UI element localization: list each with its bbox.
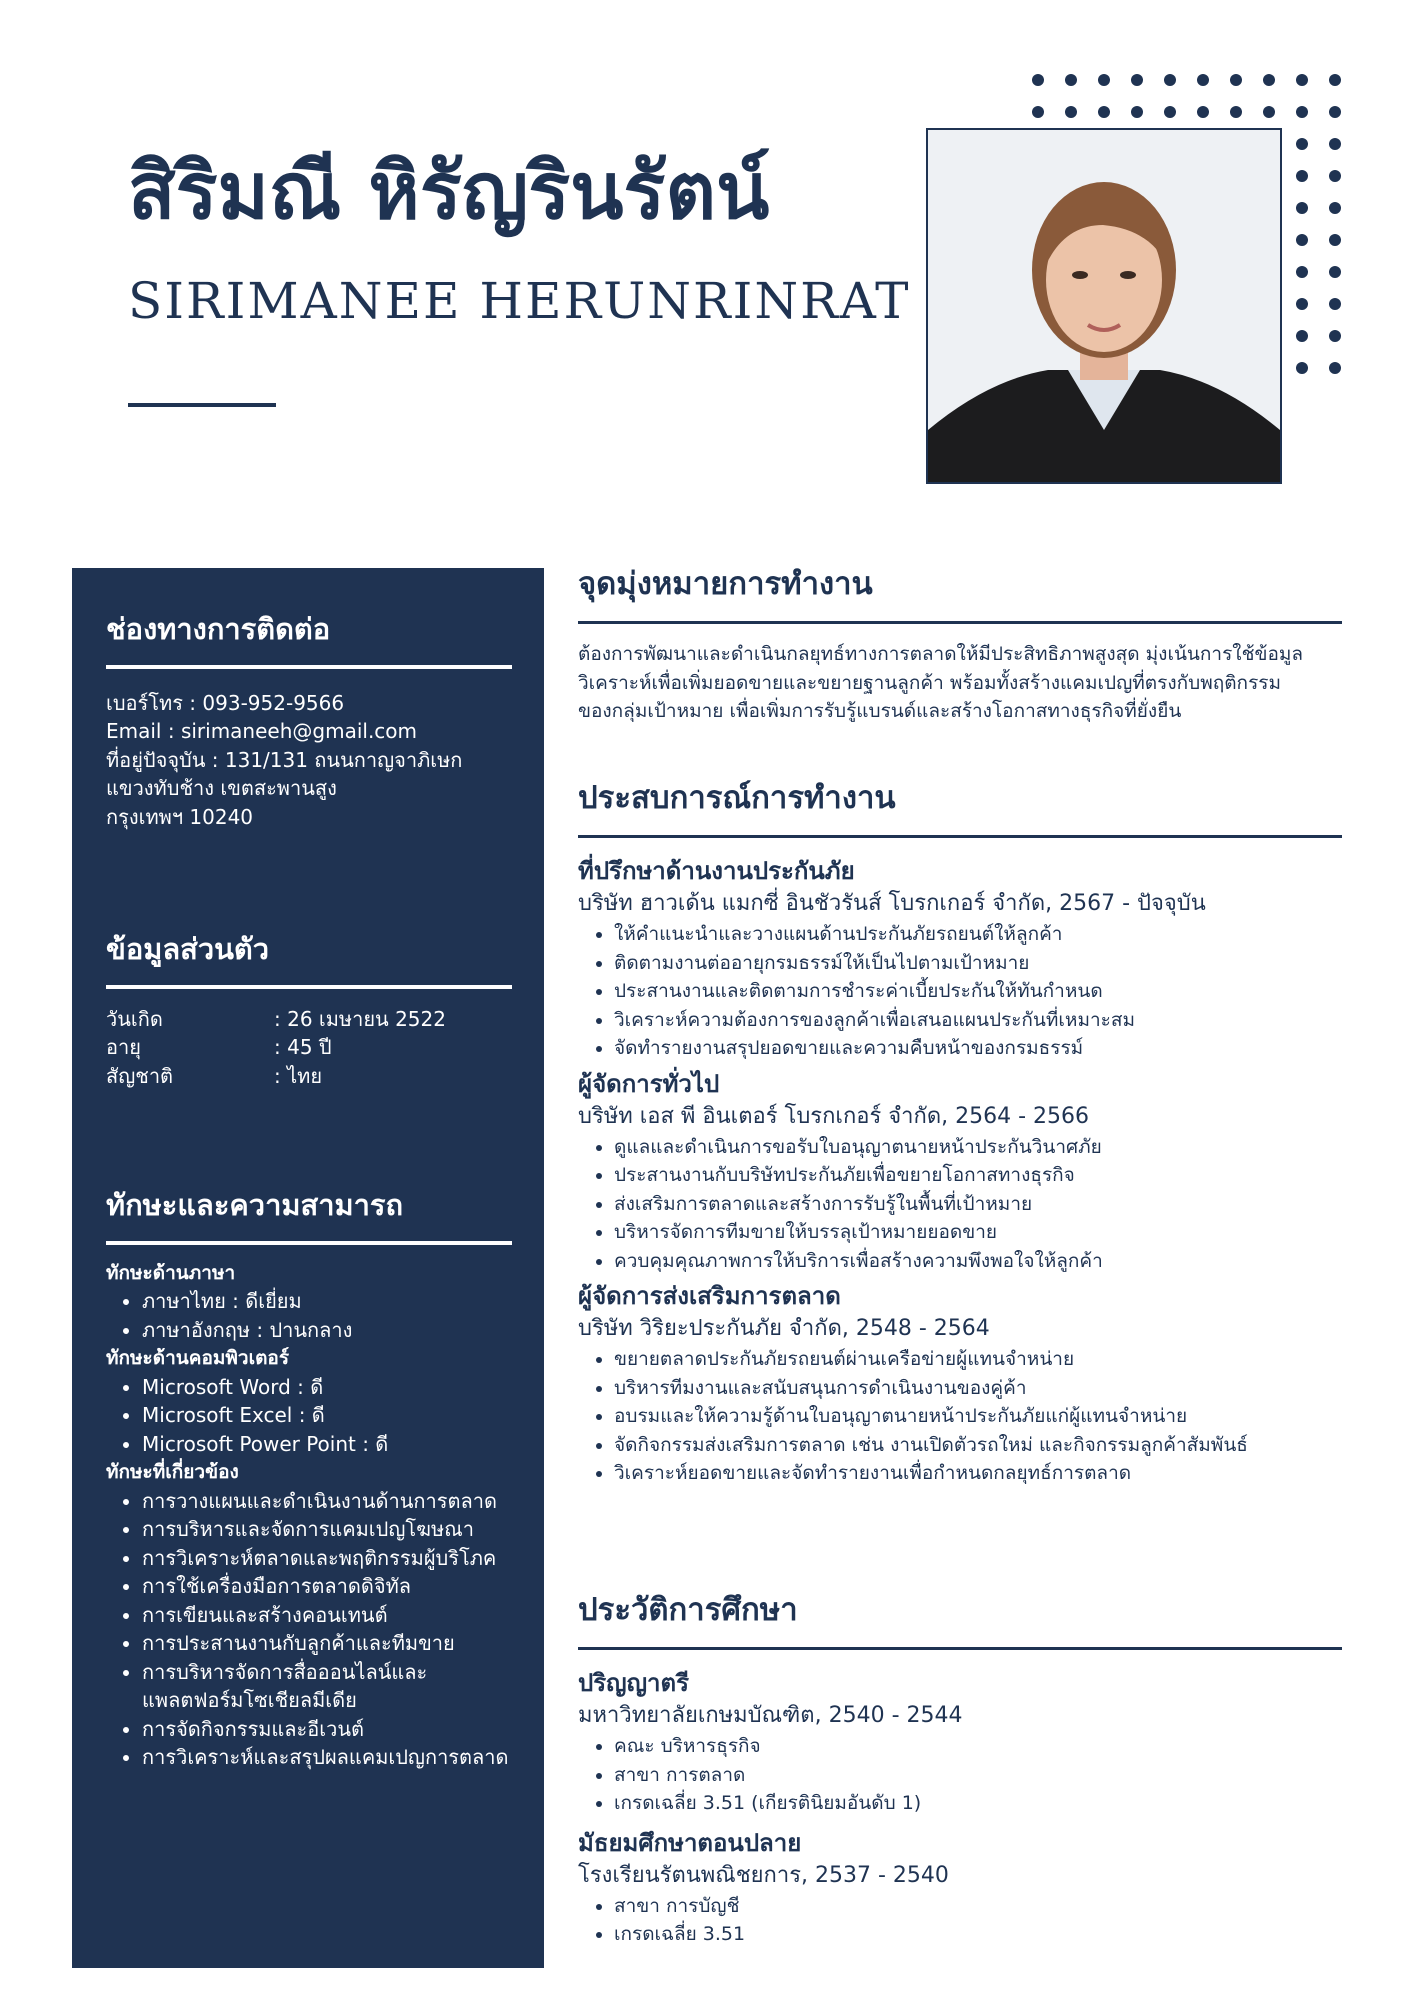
education-heading: ประวัติการศึกษา [578, 1592, 798, 1628]
personal-section [106, 932, 512, 1090]
skills-heading: ทักษะและความสามารถ [106, 1188, 404, 1222]
list-item: • ประสานงานกับบริษัทประกันภัยเพื่อขยายโอกาสทางธุรกิจ [614, 1161, 1342, 1190]
profile-photo [926, 128, 1282, 484]
job-title: ผู้จัดการทั่วไป [578, 1069, 720, 1098]
job-company: บริษัท วิริยะประกันภัย จำกัด, 2548 - 2564 [578, 1316, 990, 1342]
personal-value: : ไทย [274, 1063, 323, 1088]
list-item: • Microsoft Word : ดี [142, 1373, 512, 1402]
list-item: • การใช้เครื่องมือการตลาดดิจิทัล [142, 1572, 512, 1601]
personal-key: อายุ [106, 1035, 141, 1060]
list-item: • อบรมและให้ความรู้ด้านใบอนุญาตนายหน้าประกันภัยแก่ผู้แทนจำหน่าย [614, 1402, 1342, 1431]
personal-key: สัญชาติ [106, 1063, 174, 1088]
list-item-continuation: แพลตฟอร์มโซเชียลมีเดีย [142, 1688, 357, 1713]
list-item: • การวิเคราะห์ตลาดและพฤติกรรมผู้บริโภค [142, 1544, 512, 1573]
personal-row [106, 1062, 512, 1091]
list-item: • การวางแผนและดำเนินงานด้านการตลาด [142, 1487, 512, 1516]
list-item: • จัดทำรายงานสรุปยอดขายและความคืบหน้าของกรมธรรม์ [614, 1034, 1342, 1063]
contact-address-line-1: ที่อยู่ปัจจุบัน : 131/131 ถนนกาญจาภิเษก [106, 747, 463, 772]
job-duties [578, 1345, 1342, 1488]
objective-text [578, 640, 1342, 726]
education-institution: โรงเรียนรัตนพณิชยการ, 2537 - 2540 [578, 1862, 949, 1888]
list-item: • การบริหารและจัดการแคมเปญโฆษณา [142, 1515, 512, 1544]
list-item: • บริหารทีมงานและสนับสนุนการดำเนินงานของคู่ค้า [614, 1374, 1342, 1403]
portrait-illustration [928, 130, 1280, 482]
list-item: • การวิเคราะห์และสรุปผลแคมเปญการตลาด [142, 1743, 512, 1772]
list-item: • วิเคราะห์ความต้องการของลูกค้าเพื่อเสนอแผนประกันที่เหมาะสม [614, 1006, 1342, 1035]
list-item: • การจัดกิจกรรมและอีเวนต์ [142, 1715, 512, 1744]
skills-section [106, 1188, 512, 1772]
list-item: • Microsoft Excel : ดี [142, 1401, 512, 1430]
education-section [578, 1592, 1342, 1949]
contact-address-line-3: กรุงเทพฯ 10240 [106, 804, 254, 829]
objective-line: วิเคราะห์เพื่อเพิ่มยอดขายและขยายฐานลูกค้า พร้อมทั้งสร้างแคมเปญที่ตรงกับพฤติกรรม [578, 671, 1281, 694]
personal-details [106, 1005, 512, 1091]
personal-divider [106, 985, 512, 989]
job-title: ที่ปรึกษาด้านงานประกันภัย [578, 857, 855, 886]
list-item: • คณะ บริหารธุรกิจ [614, 1732, 1342, 1761]
list-item-text: การบริหารจัดการสื่อออนไลน์และ [142, 1659, 428, 1684]
list-item: • ให้คำแนะนำและวางแผนด้านประกันภัยรถยนต์ให้ลูกค้า [614, 920, 1342, 949]
language-skills-list [106, 1287, 512, 1344]
list-item: • Microsoft Power Point : ดี [142, 1430, 512, 1459]
list-item: • สาขา การบัญชี [614, 1892, 1342, 1921]
list-item: • ประสานงานและติดตามการชำระค่าเบี้ยประกันให้ทันกำหนด [614, 977, 1342, 1006]
contact-phone: เบอร์โทร : 093-952-9566 [106, 690, 345, 715]
objective-divider [578, 621, 1342, 624]
experience-divider [578, 835, 1342, 838]
list-item: • ส่งเสริมการตลาดและสร้างการรับรู้ในพื้นที่เป้าหมาย [614, 1190, 1342, 1219]
personal-heading: ข้อมูลส่วนตัว [106, 932, 270, 966]
list-item [142, 1658, 512, 1715]
contact-details [106, 689, 512, 832]
objective-line: ของกลุ่มเป้าหมาย เพื่อเพิ่มการรับรู้แบรนด์และสร้างโอกาสทางธุรกิจที่ยั่งยืน [578, 700, 1182, 723]
job-company: บริษัท ฮาวเด้น แมกซี่ อินชัวรันส์ โบรกเกอร์ จำกัด, 2567 - ปัจจุบัน [578, 891, 1206, 917]
computer-skills-list [106, 1373, 512, 1459]
list-item: • สาขา การตลาด [614, 1761, 1342, 1790]
personal-value: : 45 ปี [274, 1035, 332, 1060]
list-item: • ติดตามงานต่ออายุกรมธรรม์ให้เป็นไปตามเป้าหมาย [614, 949, 1342, 978]
job-title: ผู้จัดการส่งเสริมการตลาด [578, 1282, 841, 1311]
education-divider [578, 1647, 1342, 1650]
objective-heading: จุดมุ่งหมายการทำงาน [578, 566, 873, 602]
related-skills-list [106, 1487, 512, 1772]
experience-section [578, 780, 1342, 1488]
job-entry [578, 854, 1342, 1063]
skills-divider [106, 1241, 512, 1245]
contact-address-line-2: แขวงทับช้าง เขตสะพานสูง [106, 776, 337, 801]
contact-section [106, 612, 512, 831]
list-item: • จัดกิจกรรมส่งเสริมการตลาด เช่น งานเปิดตัวรถใหม่ และกิจกรรมลูกค้าสัมพันธ์ [614, 1431, 1342, 1460]
skills-content [106, 1259, 512, 1772]
job-duties [578, 1133, 1342, 1276]
list-item: • บริหารจัดการทีมขายให้บรรลุเป้าหมายยอดขาย [614, 1218, 1342, 1247]
list-item: • ดูแลและดำเนินการขอรับใบอนุญาตนายหน้าประกันวินาศภัย [614, 1133, 1342, 1162]
education-institution: มหาวิทยาลัยเกษมบัณฑิต, 2540 - 2544 [578, 1703, 963, 1729]
name-divider [128, 403, 276, 407]
objective-line: ต้องการพัฒนาและดำเนินกลยุทธ์ทางการตลาดให้มีประสิทธิภาพสูงสุด มุ่งเน้นการใช้ข้อมูล [578, 643, 1304, 666]
personal-key: วันเกิด [106, 1006, 163, 1031]
job-entry [578, 1279, 1342, 1488]
list-item: • เกรดเฉลี่ย 3.51 (เกียรตินิยมอันดับ 1) [614, 1789, 1342, 1818]
language-skills-title: ทักษะด้านภาษา [106, 1261, 236, 1284]
experience-heading: ประสบการณ์การทำงาน [578, 780, 896, 816]
related-skills-title: ทักษะที่เกี่ยวข้อง [106, 1461, 239, 1484]
contact-divider [106, 665, 512, 669]
list-item: • วิเคราะห์ยอดขายและจัดทำรายงานเพื่อกำหนดกลยุทธ์การตลาด [614, 1459, 1342, 1488]
personal-value: : 26 เมษายน 2522 [274, 1006, 446, 1031]
list-item: • ขยายตลาดประกันภัยรถยนต์ผ่านเครือข่ายผู้แทนจำหน่าย [614, 1345, 1342, 1374]
name-english: SIRIMANEE HERUNRINRAT [128, 272, 911, 330]
contact-heading: ช่องทางการติดต่อ [106, 612, 331, 646]
education-entry [578, 1666, 1342, 1818]
objective-section [578, 566, 1342, 726]
list-item: • การเขียนและสร้างคอนเทนต์ [142, 1601, 512, 1630]
education-details [578, 1732, 1342, 1818]
personal-row [106, 1033, 512, 1062]
computer-skills-title: ทักษะด้านคอมพิวเตอร์ [106, 1347, 290, 1370]
job-entry [578, 1067, 1342, 1276]
job-company: บริษัท เอส พี อินเตอร์ โบรกเกอร์ จำกัด, 2564 - 2566 [578, 1103, 1090, 1129]
list-item: • เกรดเฉลี่ย 3.51 [614, 1920, 1342, 1949]
name-thai: สิริมณี หิรัญรินรัตน์ [128, 147, 770, 237]
list-item: • การประสานงานกับลูกค้าและทีมขาย [142, 1629, 512, 1658]
sidebar [72, 568, 544, 1968]
personal-row [106, 1005, 512, 1034]
job-duties [578, 920, 1342, 1063]
list-item: • ควบคุมคุณภาพการให้บริการเพื่อสร้างความพึงพอใจให้ลูกค้า [614, 1247, 1342, 1276]
education-entry [578, 1826, 1342, 1949]
education-degree: มัธยมศึกษาตอนปลาย [578, 1828, 802, 1857]
education-degree: ปริญญาตรี [578, 1669, 689, 1698]
list-item: • ภาษาไทย : ดีเยี่ยม [142, 1287, 512, 1316]
education-details [578, 1892, 1342, 1949]
contact-email: Email : sirimaneeh@gmail.com [106, 719, 418, 744]
list-item: • ภาษาอังกฤษ : ปานกลาง [142, 1316, 512, 1345]
